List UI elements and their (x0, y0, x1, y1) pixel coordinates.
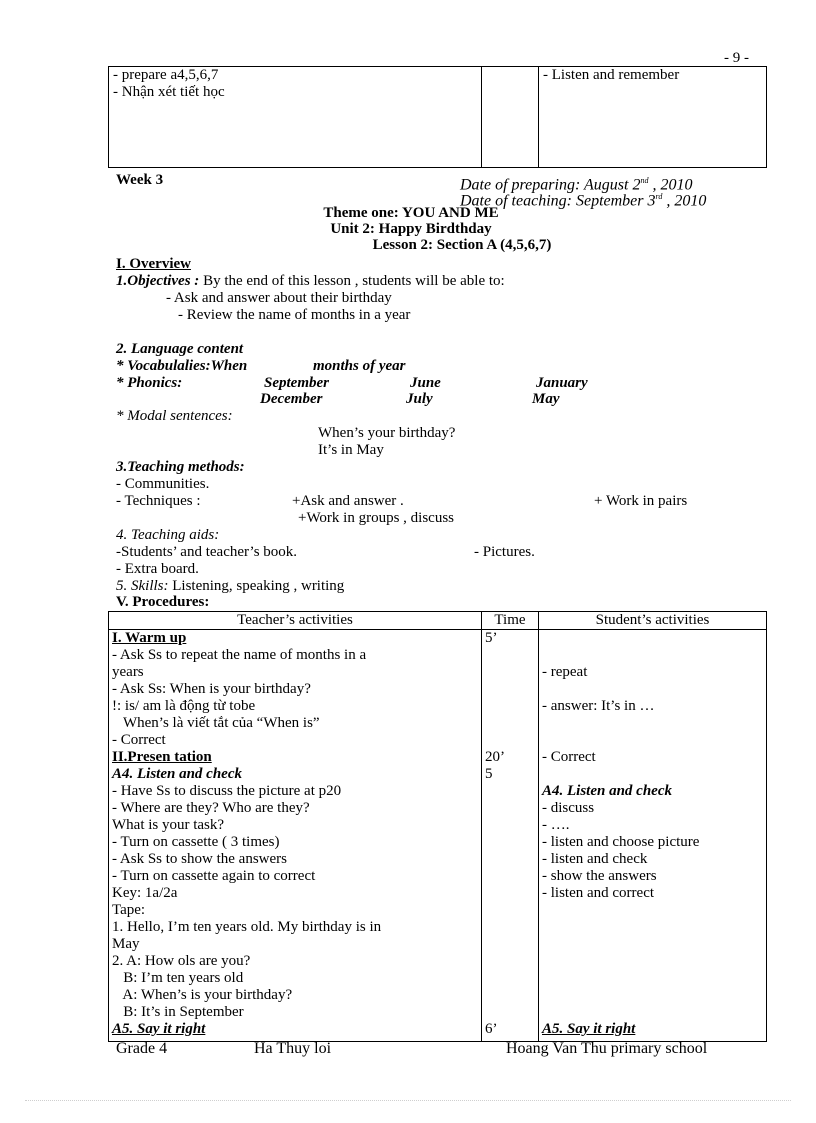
student-line: - discuss (542, 800, 595, 816)
language-content-label: 2. Language content (116, 341, 244, 357)
col-header-student: Student’s activities (539, 612, 767, 630)
footer-grade: Grade 4 (116, 1040, 168, 1057)
phonics-label: * Phonics: (116, 375, 183, 391)
student-activities-cell (539, 630, 767, 1042)
teaching-aids-label: 4. Teaching aids: (116, 527, 220, 543)
theme-title: Theme one: YOU AND ME (323, 205, 499, 221)
teacher-line: !: is/ am là động từ tobe (112, 698, 256, 714)
lesson-title: Lesson 2: Section A (4,5,6,7) (372, 237, 552, 253)
teacher-line: 1. Hello, I’m ten years old. My birthday is in (112, 919, 382, 935)
technique-item: + Work in pairs (594, 493, 688, 509)
teacher-line: - Have Ss to discuss the picture at p20 (112, 783, 342, 799)
objective-item: - Review the name of months in a year (178, 307, 411, 323)
phonics-word: December (260, 391, 323, 407)
page-number: - 9 - (724, 50, 749, 66)
modal-sentence: When’s your birthday? (318, 425, 456, 441)
top-table-time-cell (482, 67, 539, 168)
phonics-word: June (410, 375, 441, 391)
student-line: - Correct (542, 749, 596, 765)
vocabulary-label: * Vocabulalies:When (116, 358, 248, 374)
phonics-word: January (536, 375, 588, 391)
teacher-line: What is your task? (112, 817, 225, 833)
student-line: - …. (542, 817, 570, 833)
overview-heading: I. Overview (116, 256, 191, 272)
top-right-line: - Listen and remember (543, 67, 680, 83)
teacher-line: years (112, 664, 144, 680)
phonics-word: May (532, 391, 560, 407)
top-table-student-cell (539, 67, 767, 168)
student-line: - listen and choose picture (542, 834, 700, 850)
teacher-line: B: It’s in September (112, 1004, 244, 1020)
top-table-teacher-cell (109, 67, 482, 168)
teacher-line: II.Presen tation (112, 749, 212, 765)
time-value: 5 (485, 766, 493, 782)
aids-line: -Students’ and teacher’s book. (116, 544, 298, 560)
phonics-word: July (406, 391, 433, 407)
skills-text: Listening, speaking , writing (168, 578, 345, 594)
teacher-activities-cell (109, 630, 482, 1042)
modal-sentences-label: * Modal sentences: (116, 408, 233, 424)
student-line: - show the answers (542, 868, 657, 884)
student-line: A5. Say it right (542, 1021, 636, 1037)
teacher-line: A5. Say it right (112, 1021, 206, 1037)
objectives-label: 1.Objectives : (116, 273, 200, 289)
procedures-heading: V. Procedures: (116, 594, 210, 610)
vocabulary-words: months of year (313, 358, 406, 374)
methods-line: - Communities. (116, 476, 210, 492)
teacher-line: Key: 1a/2a (112, 885, 178, 901)
teacher-line: - Ask Ss to repeat the name of months in a (112, 647, 367, 663)
technique-item: +Ask and answer . (292, 493, 404, 509)
teacher-line: - Turn on cassette again to correct (112, 868, 316, 884)
teacher-line: - Ask Ss to show the answers (112, 851, 287, 867)
top-table (108, 66, 767, 168)
objectives-line (116, 273, 505, 290)
time-value: 6’ (485, 1021, 498, 1037)
student-line: - answer: It’s in … (542, 698, 655, 714)
date-preparing: Date of preparing: August 2nd , 2010 (460, 176, 693, 194)
student-line: A4. Listen and check (542, 783, 672, 799)
teacher-line: When’s là viết tắt của “When is” (112, 715, 320, 731)
time-cell (482, 630, 539, 1042)
objectives-text: By the end of this lesson , students will be able to: (199, 273, 505, 289)
teacher-line: May (112, 936, 140, 952)
skills-label: 5. Skills: (116, 578, 169, 594)
teacher-line: - Where are they? Who are they? (112, 800, 310, 816)
footer-school: Hoang Van Thu primary school (506, 1040, 708, 1057)
technique-item: +Work in groups , discuss (298, 510, 454, 526)
student-line: - repeat (542, 664, 588, 680)
teacher-line: A: When’s is your birthday? (112, 987, 293, 1003)
teacher-line: I. Warm up (112, 630, 187, 646)
student-line: - listen and check (542, 851, 648, 867)
teacher-line: A4. Listen and check (112, 766, 242, 782)
time-value: 5’ (485, 630, 498, 646)
col-header-teacher: Teacher’s activities (109, 612, 482, 630)
teacher-line: B: I’m ten years old (112, 970, 244, 986)
top-left-line: - Nhận xét tiết học (113, 84, 225, 100)
techniques-label: - Techniques : (116, 493, 201, 509)
top-left-line: - prepare a4,5,6,7 (113, 67, 219, 83)
phonics-word: September (264, 375, 329, 391)
objective-item: - Ask and answer about their birthday (166, 290, 392, 306)
teacher-line: Tape: (112, 902, 146, 918)
date-teaching: Date of teaching: September 3rd , 2010 (460, 192, 707, 210)
page-bottom-divider (25, 1100, 791, 1101)
teacher-line: - Ask Ss: When is your birthday? (112, 681, 311, 697)
teacher-line: 2. A: How ols are you? (112, 953, 251, 969)
col-header-time: Time (482, 612, 539, 630)
student-line: - listen and correct (542, 885, 655, 901)
unit-title: Unit 2: Happy Birdthday (330, 221, 492, 237)
aids-line: - Pictures. (474, 544, 535, 560)
procedures-table (108, 611, 767, 1042)
footer-author: Ha Thuy loi (254, 1040, 332, 1057)
skills-line (116, 578, 344, 595)
time-value: 20’ (485, 749, 505, 765)
aids-line: - Extra board. (116, 561, 199, 577)
modal-sentence: It’s in May (318, 442, 384, 458)
teacher-line: - Turn on cassette ( 3 times) (112, 834, 280, 850)
teaching-methods-label: 3.Teaching methods: (116, 459, 245, 475)
teacher-line: - Correct (112, 732, 166, 748)
week-label: Week 3 (116, 172, 164, 188)
